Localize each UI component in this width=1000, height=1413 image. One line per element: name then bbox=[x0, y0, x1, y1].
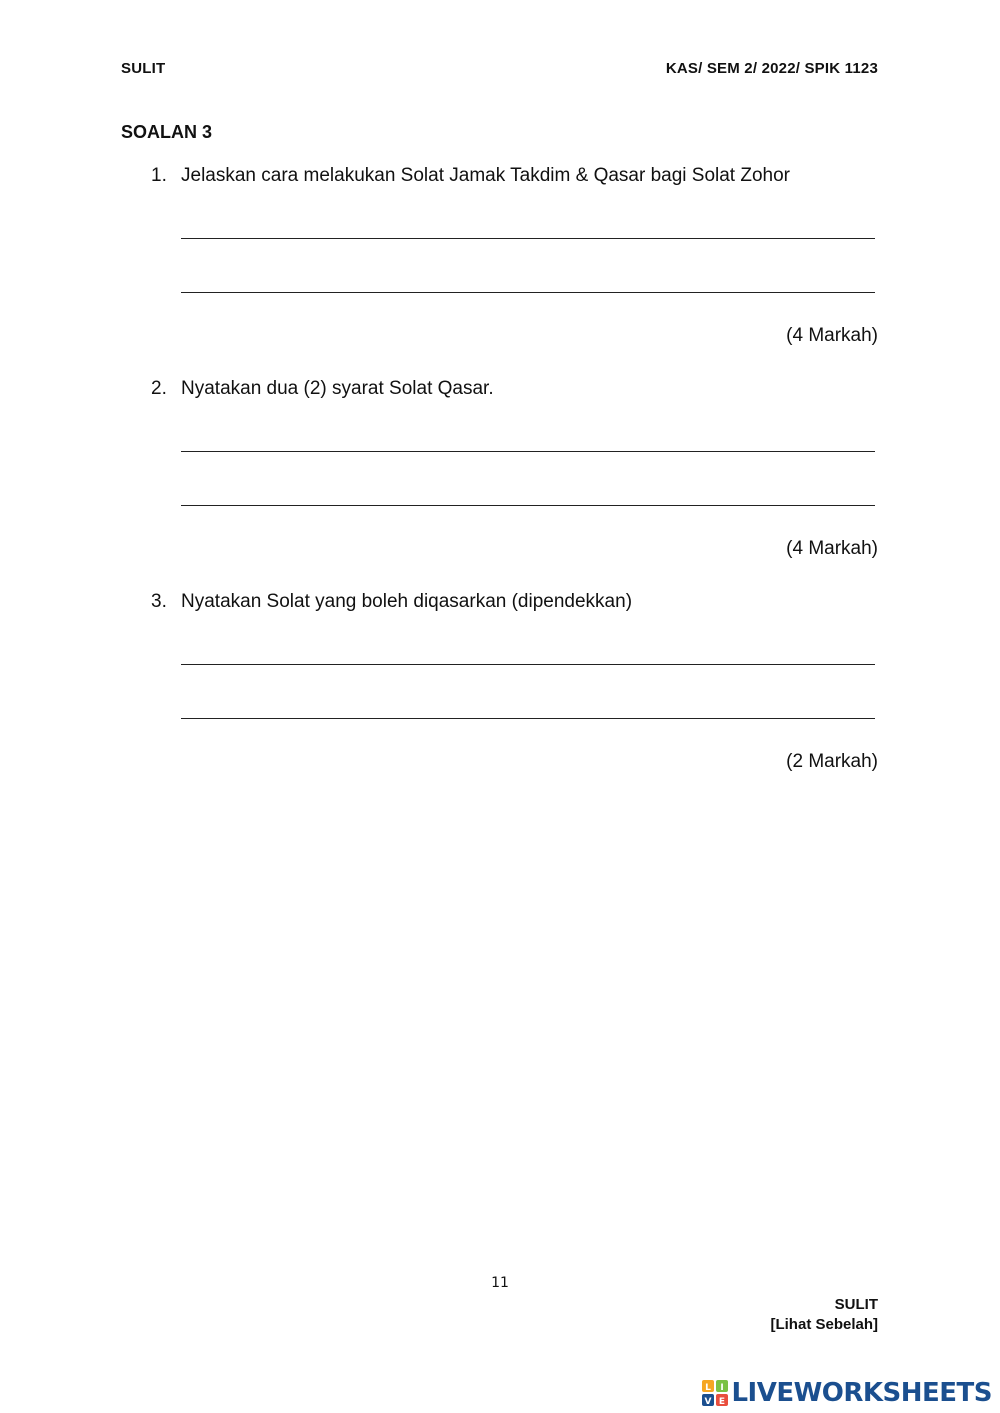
header-right-code: KAS/ SEM 2/ 2022/ SPIK 1123 bbox=[665, 60, 878, 77]
page-number: 11 bbox=[491, 1275, 509, 1291]
answer-line[interactable] bbox=[181, 451, 875, 452]
question-number: 3. bbox=[151, 591, 167, 612]
answer-line[interactable] bbox=[181, 238, 875, 239]
question-2 bbox=[151, 378, 494, 400]
answer-line[interactable] bbox=[181, 664, 875, 665]
answer-line[interactable] bbox=[181, 505, 875, 506]
watermark-text: LIVEWORKSHEETS bbox=[731, 1378, 992, 1408]
question-3 bbox=[151, 591, 632, 613]
svg-text:E: E bbox=[719, 1397, 726, 1406]
answer-line[interactable] bbox=[181, 292, 875, 293]
svg-text:L: L bbox=[705, 1383, 712, 1393]
question-1 bbox=[151, 165, 790, 187]
question-number: 2. bbox=[151, 378, 167, 399]
marks-label: (4 Markah) bbox=[786, 538, 878, 559]
liveworksheets-logo-icon bbox=[702, 1380, 728, 1406]
svg-text:I: I bbox=[720, 1383, 725, 1393]
liveworksheets-watermark bbox=[702, 1378, 992, 1408]
question-text: Jelaskan cara melakukan Solat Jamak Takdim & Qasar bagi Solat Zohor bbox=[181, 165, 791, 186]
question-text: Nyatakan Solat yang boleh diqasarkan (dipendekkan) bbox=[181, 591, 633, 612]
svg-text:V: V bbox=[704, 1397, 712, 1406]
footer-next-page-label: [Lihat Sebelah] bbox=[770, 1316, 878, 1333]
section-title: SOALAN 3 bbox=[121, 122, 213, 142]
marks-label: (2 Markah) bbox=[786, 751, 878, 772]
header-left-label: SULIT bbox=[121, 60, 166, 77]
marks-label: (4 Markah) bbox=[786, 325, 878, 346]
question-text: Nyatakan dua (2) syarat Solat Qasar. bbox=[181, 378, 494, 399]
footer-sulit-label: SULIT bbox=[834, 1296, 878, 1313]
answer-line[interactable] bbox=[181, 718, 875, 719]
question-number: 1. bbox=[151, 165, 167, 186]
